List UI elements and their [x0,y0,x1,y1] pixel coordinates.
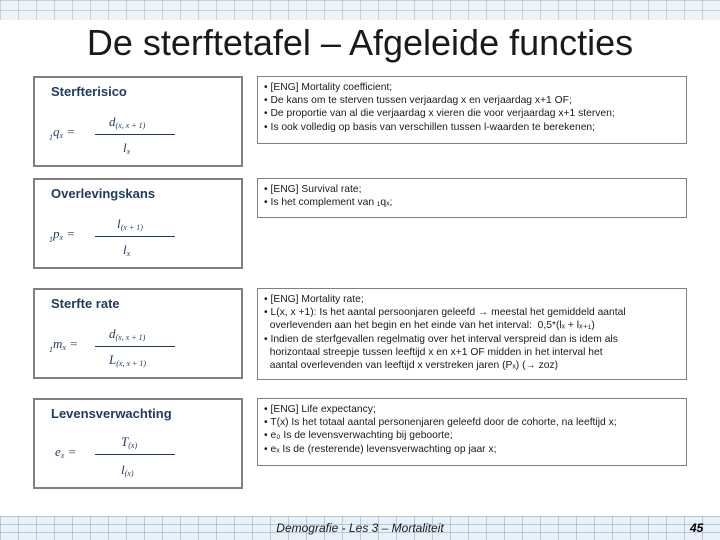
bullet-line: • eₓ Is de (resterende) levensverwachting op jaar x; [264,443,497,455]
bullet-line: • Is ook volledig op basis van verschillen tussen l-waarden te berekenen; [264,121,596,133]
formula-box-life-expectancy [33,398,243,489]
bullet-line: • [ENG] Mortality rate; [264,294,364,305]
bullet-line: • [ENG] Mortality coefficient; [264,82,393,93]
slide-title: De sterftetafel – Afgeleide functies [86,22,634,63]
formula-denominator: $l_{(x)}$ [121,462,134,478]
text-box-life-expectancy [257,398,687,466]
text-box-mortality-rate [257,288,687,380]
bullet-line: • Is het complement van ₁qₓ; [264,197,393,209]
formula-denominator: $L_{(x, x + 1)}$ [109,352,147,368]
footer-text: Demografie - Les 3 – Mortaliteit [276,521,444,535]
text-box-survival-rate [257,178,687,218]
text-box-mortality-coefficient [257,76,687,144]
formula-lhs: $e_x$ = [55,444,77,460]
box-heading: Overlevingskans [51,186,156,201]
formula-lhs: $_1m_x$ = [49,336,78,354]
formula-denominator: $l_x$ [123,140,131,156]
bullet-line: horizontaal streepje tussen leeftijd x en x+1 OF midden in het interval het [264,346,603,358]
formula-numerator: $d_{(x, x + 1)}$ [109,326,146,342]
formula [35,180,241,267]
formula-lhs: $_1q_x$ = [49,124,76,142]
box-heading: Sterfterisico [51,84,127,99]
bullet-line: • Indien de sterfgevallen regelmatig over het interval verspreid dan is idem als [264,333,618,345]
formula-numerator: $T_{(x)}$ [121,434,138,450]
formula-numerator: $d_{(x, x + 1)}$ [109,114,146,130]
formula-box-mortality-rate [33,288,243,379]
formula [35,78,241,165]
bullet-line: • [ENG] Survival rate; [264,184,362,195]
bullet-line: • L(x, x +1): Is het aantal persoonjaren geleefd → meestal het gemiddeld aantal [264,307,626,319]
formula-box-survival-rate [33,178,243,269]
bullet-line: • De proportie van al die verjaardag x vieren die voor verjaardag x+1 sterven; [264,108,615,120]
bullet-line: • De kans om te sterven tussen verjaardag x en verjaardag x+1 OF; [264,95,572,107]
fraction-bar [95,134,175,135]
fraction-bar [95,236,175,237]
bullet-line: overlevenden aan het begin en het einde van het interval: 0,5*(lₓ + lₓ₊₁) [264,320,595,332]
top-banner [0,0,720,20]
page-number: 45 [690,521,704,535]
formula [35,400,241,487]
bullet-line: • e₀ Is de levensverwachting bij geboorte; [264,430,453,442]
fraction-bar [95,346,175,347]
formula-numerator: $l_{(x + 1)}$ [117,216,143,232]
formula [35,290,241,377]
fraction-bar [95,454,175,455]
box-heading: Sterfte rate [51,296,120,311]
bullet-line: • T(x) Is het totaal aantal personenjaren geleefd door de cohorte, na leeftijd x; [264,417,617,429]
bullet-line: • [ENG] Life expectancy; [264,404,376,415]
formula-box-mortality-coefficient [33,76,243,167]
formula-denominator: $l_x$ [123,242,131,258]
bullet-line: aantal overlevenden van leeftijd x verstreken jaren (Pₓ) (→ zoz) [264,360,559,372]
formula-lhs: $_1p_x$ = [49,226,76,244]
box-heading: Levensverwachting [51,406,172,421]
